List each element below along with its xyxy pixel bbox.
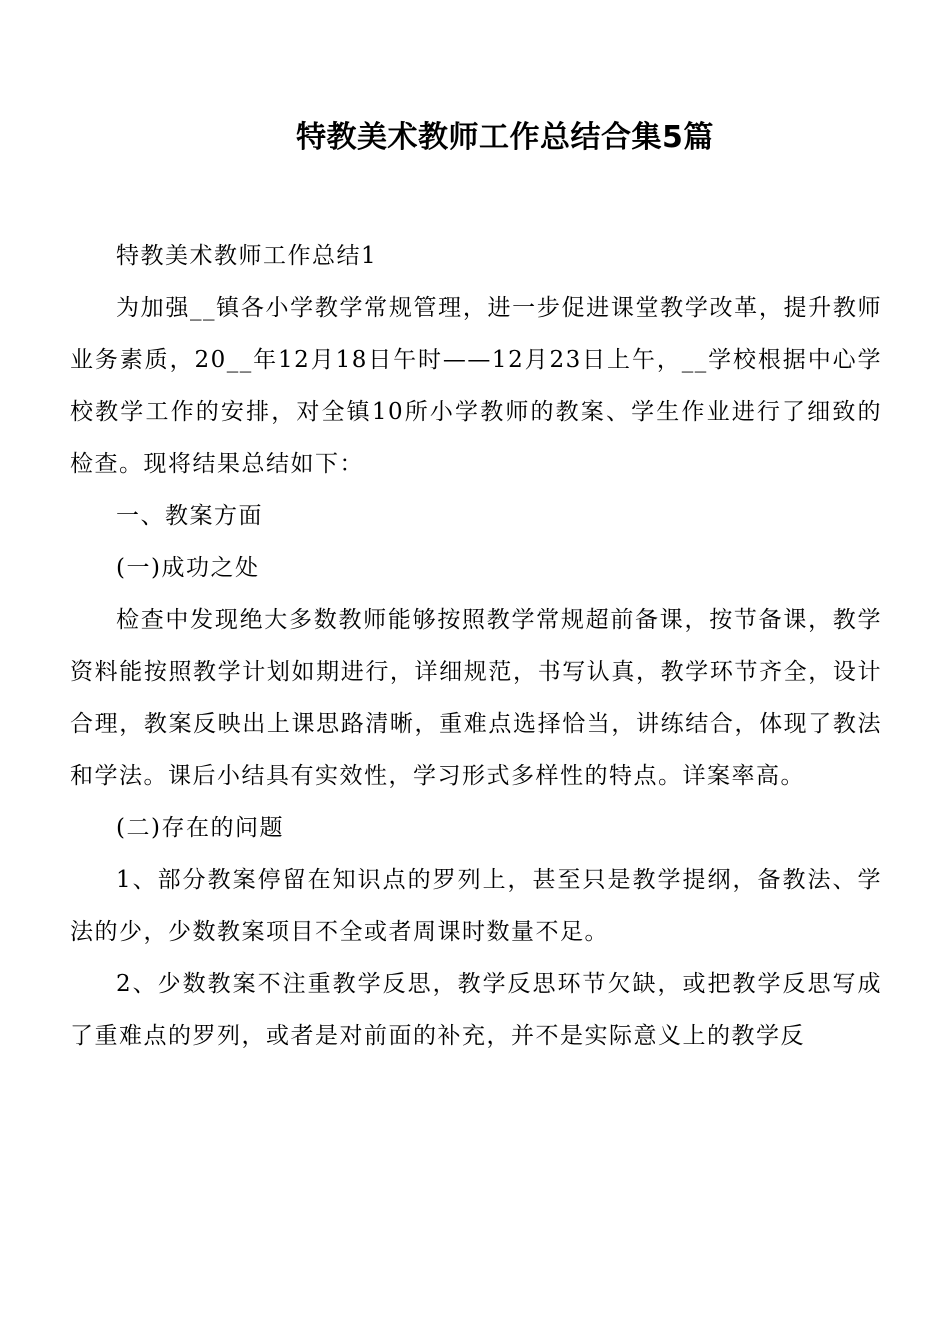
list-item: 1、部分教案停留在知识点的罗列上，甚至只是教学提纲，备教法、学法的少，少数教案项目不全或者周课时数量不足。 [70, 867, 882, 945]
subsection-heading: (二)存在的问题 [116, 815, 284, 841]
body-paragraph: 检查中发现绝大多数教师能够按照教学常规超前备课，按节备课，教学资料能按照教学计划如期进行，详细规范，书写认真，教学环节齐全，设计合理，教案反映出上课思路清晰，重难点选择恰当，讲练结合，体现了教法和学法。课后小结具有实效性，学习形式多样性的特点。详案率高。 [70, 607, 882, 789]
section-heading: 特教美术教师工作总结1 [116, 243, 378, 269]
intro-paragraph: 为加强__镇各小学教学常规管理，进一步促进课堂教学改革，提升教师业务素质，20__年12月18日午时——12月23日上午，__学校根据中心学校教学工作的安排，对全镇10所小学教师的教案、学生作业进行了细致的检查。现将结果总结如下： [70, 295, 882, 477]
list-item: 2、少数教案不注重教学反思，教学反思环节欠缺，或把教学反思写成了重难点的罗列，或者是对前面的补充，并不是实际意义上的教学反 [70, 971, 882, 1049]
subsection-heading: (一)成功之处 [116, 555, 260, 581]
document-title: 特教美术教师工作总结合集5篇 [296, 120, 714, 156]
document-body [70, 230, 882, 1062]
section-heading: 一、教案方面 [116, 503, 263, 529]
